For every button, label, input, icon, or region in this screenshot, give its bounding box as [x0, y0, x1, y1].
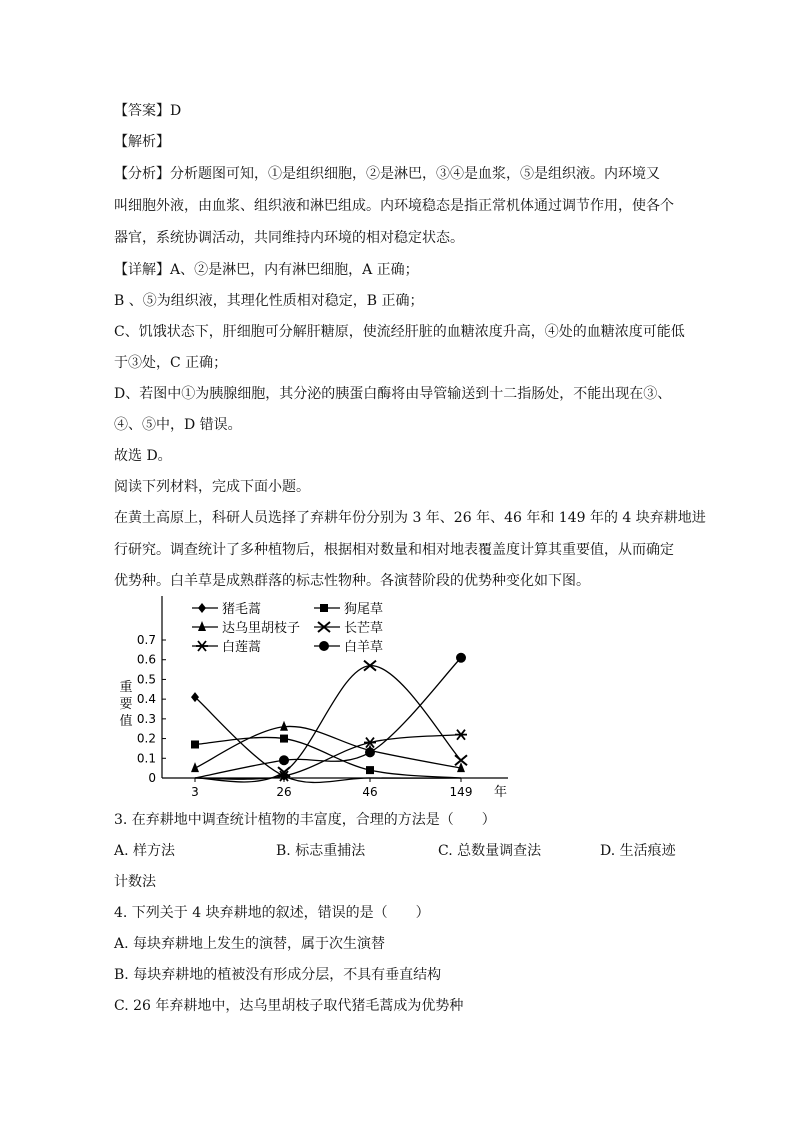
q4-option-a: A. 每块弃耕地上发生的演替，属于次生演替: [114, 936, 386, 952]
data-point: [365, 747, 375, 757]
text-line: ④、⑤中，D 错误。: [114, 417, 242, 433]
y-tick-label: 0.7: [136, 633, 156, 647]
x-tick-label: 26: [276, 785, 292, 799]
x-tick-label: 3: [191, 785, 199, 799]
y-tick-label: 0.5: [136, 672, 156, 687]
text-line: 故选 D。: [114, 448, 172, 464]
series-line: [195, 666, 461, 782]
q3-option-a: A. 样方法: [114, 843, 176, 859]
y-tick-label: 0: [148, 771, 156, 785]
y-axis-label-char: 要: [119, 697, 133, 712]
text-line: C、饥饿状态下，肝细胞可分解肝糖原，使流经肝脏的血糖浓度升高，④处的血糖浓度可能低: [114, 324, 685, 340]
legend-label: 长芒草: [344, 621, 384, 636]
text-line: 优势种。白羊草是成熟群落的标志性物种。各演替阶段的优势种变化如下图。: [114, 573, 590, 589]
text-line: 在黄土高原上，科研人员选择了弃耕年份分别为 3 年、26 年、46 年和 149 年的 4 块弃耕地进: [114, 510, 706, 526]
data-point: [456, 653, 466, 663]
data-point: [191, 740, 199, 748]
data-point: [198, 603, 206, 613]
chart-legend: [192, 601, 383, 655]
chart-axes: [119, 596, 508, 800]
y-tick-label: 0.1: [136, 751, 156, 766]
legend-item: [192, 601, 261, 617]
series-line: [195, 737, 461, 778]
analysis-heading: 【解析】: [114, 134, 170, 150]
y-axis-label-char: 值: [119, 714, 133, 729]
legend-item: [314, 640, 383, 655]
y-tick-label: 0.3: [136, 711, 156, 726]
text-line: 行研究。调查统计了多种植物后，根据相对数量和相对地表覆盖度计算其重要值，从而确定: [114, 542, 674, 558]
data-point: [319, 641, 329, 651]
legend-label: 白莲蒿: [222, 640, 262, 655]
legend-label: 猪毛蒿: [222, 602, 262, 617]
series-line: [195, 658, 461, 778]
text-line: 于③处，C 正确；: [114, 355, 228, 371]
data-point: [366, 766, 374, 774]
data-point: [280, 721, 288, 731]
x-tick-label: 46: [362, 785, 378, 799]
q3-option-c: C. 总数量调查法: [438, 843, 542, 859]
legend-label: 狗尾草: [344, 602, 384, 617]
data-point: [320, 604, 328, 612]
text-line: B 、⑤为组织液，其理化性质相对稳定，B 正确；: [114, 293, 424, 309]
y-tick-label: 0.2: [136, 731, 156, 746]
series-line: [195, 726, 461, 768]
data-point: [279, 755, 289, 765]
data-point: [455, 730, 467, 740]
text-line: 【分析】分析题图可知，①是组织细胞，②是淋巴，③④是血浆，⑤是组织液。内环境又: [114, 166, 660, 182]
question-4-stem: 4. 下列关于 4 块弃耕地的叙述，错误的是（ ）: [114, 905, 430, 921]
legend-label: 白羊草: [344, 640, 384, 655]
text-line: 器官，系统协调活动，共同维持内环境的相对稳定状态。: [114, 230, 464, 246]
q3-option-b: B. 标志重捕法: [276, 843, 366, 859]
chart-series: [191, 653, 467, 783]
question-3-stem: 3. 在弃耕地中调查统计植物的丰富度，合理的方法是（ ）: [114, 812, 496, 828]
data-point: [198, 621, 206, 631]
q4-option-c: C. 26 年弃耕地中，达乌里胡枝子取代猪毛蒿成为优势种: [114, 998, 464, 1014]
legend-item: [192, 620, 300, 636]
y-tick-label: 0.6: [136, 652, 156, 667]
text-line: 【详解】A、②是淋巴，内有淋巴细胞，A 正确；: [114, 262, 419, 278]
x-axis-label: 年: [494, 785, 508, 800]
legend-label: 达乌里胡枝子: [222, 621, 301, 636]
y-axis-label-char: 重: [119, 680, 133, 695]
data-point: [280, 735, 288, 743]
legend-item: [314, 620, 383, 636]
series-line: [195, 735, 461, 780]
text-line: 阅读下列材料，完成下面小题。: [114, 479, 310, 495]
text-line: D、若图中①为胰腺细胞，其分泌的胰蛋白酶将由导管输送到十二指肠处，不能出现在③、: [114, 386, 672, 402]
data-point: [196, 641, 208, 651]
legend-item: [314, 602, 383, 617]
text-line: 叫细胞外液，由血浆、组织液和淋巴组成。内环境稳态是指正常机体通过调节作用，使各个: [114, 198, 674, 214]
q3-option-d: D. 生活痕迹: [600, 843, 676, 859]
legend-item: [192, 639, 261, 655]
q3-option-d-continued: 计数法: [114, 874, 156, 890]
answer-line: 【答案】D: [114, 103, 182, 119]
q4-option-b: B. 每块弃耕地的植被没有形成分层，不具有垂直结构: [114, 967, 442, 983]
x-tick-label: 149: [449, 785, 473, 799]
y-tick-label: 0.4: [136, 692, 156, 707]
succession-chart: [112, 596, 522, 806]
